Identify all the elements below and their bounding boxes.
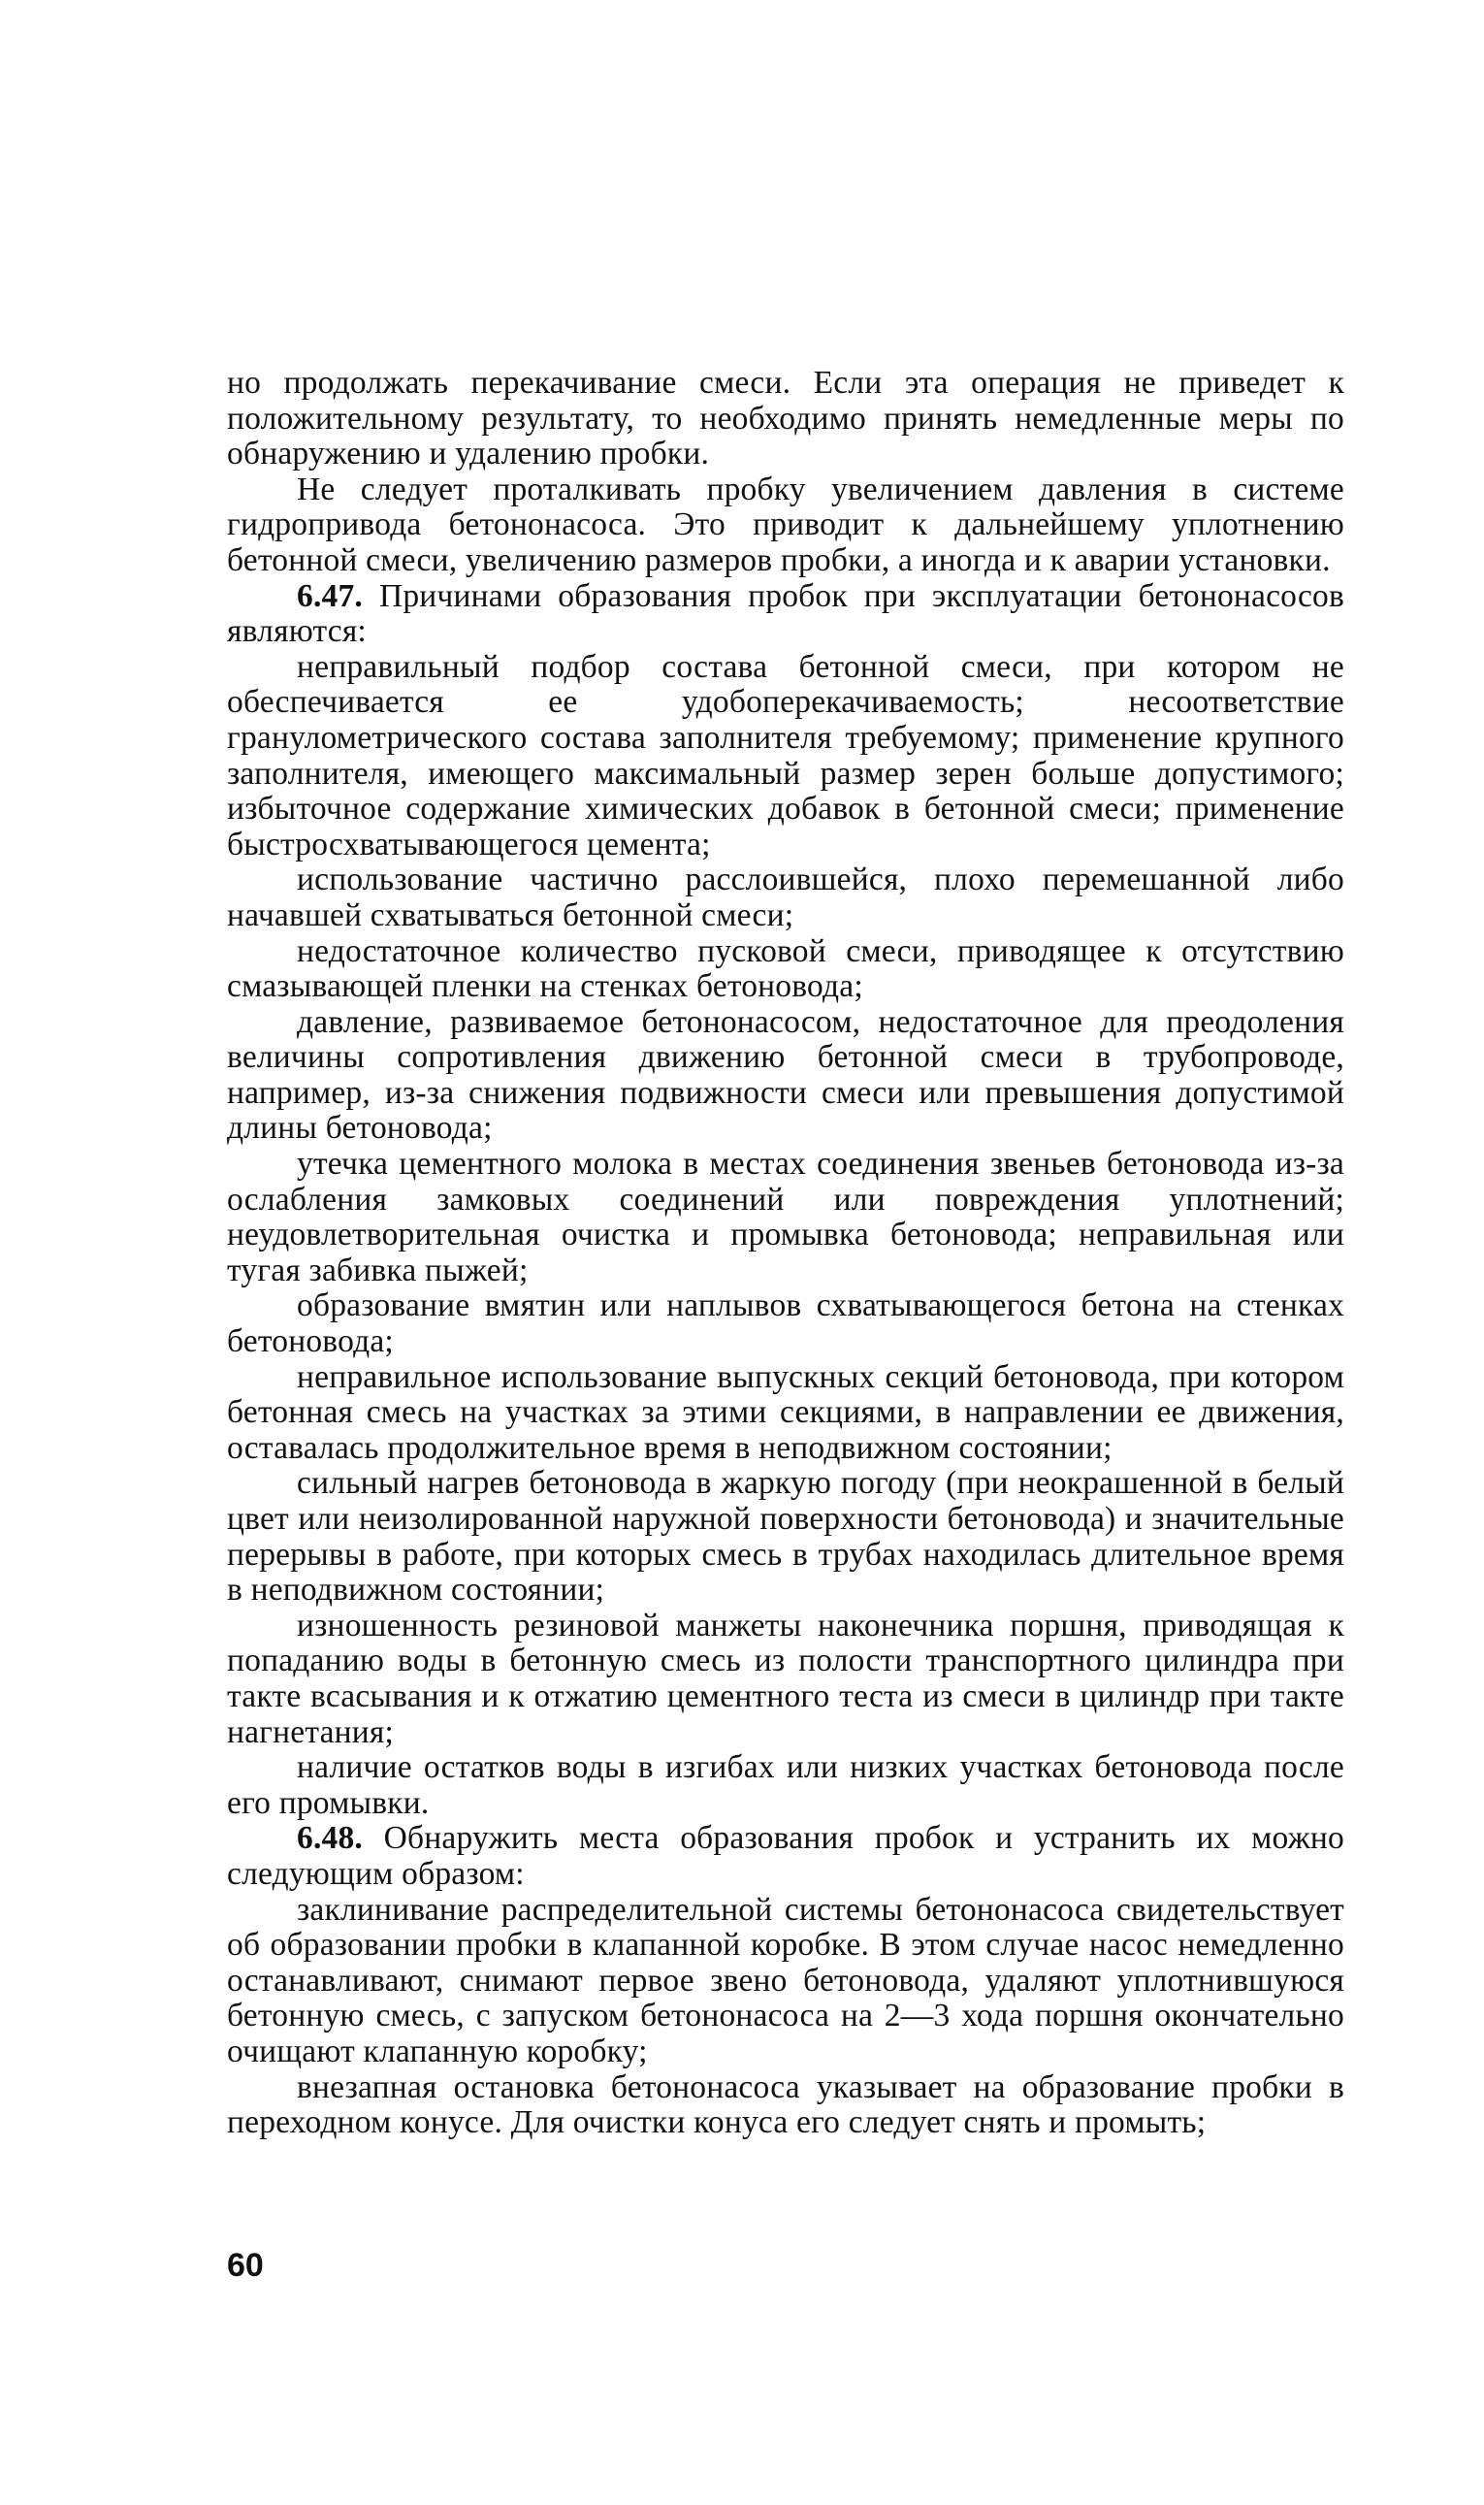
section-6-48	[227, 1821, 1344, 1892]
section-6-47	[227, 579, 1344, 650]
paragraph-6: недостаточное количество пусковой смеси, приводящее к отсутствию смазывающей пленки на стенках бетоновода;	[227, 932, 1344, 1005]
page-number: 60	[227, 2247, 264, 2284]
paragraph-8: утечка цементного молока в местах соединения звеньев бетоновода из-за ослабления замковых соединений или повреждения уплотнений; неудовлетворительная очистка и промывка бетоновода; неправильная или тугая забивка пыжей;	[227, 1146, 1344, 1288]
paragraph-2: Не следует проталкивать пробку увеличением давления в системе гидропривода бетононасоса. Это приводит к дальнейшему уплотнению бетонной смеси, увеличению размеров пробки, а иногда и к аварии установки.	[227, 471, 1344, 578]
paragraph-7: давление, развиваемое бетононасосом, недостаточное для преодоления величины сопротивления движению бетонной смеси в трубопроводе, например, из-за снижения подвижности смеси или превышения допустимой длины бетоновода;	[227, 1003, 1344, 1147]
paragraph-4: неправильный подбор состава бетонной смеси, при котором не обеспечивается ее удобоперекачиваемость; несоответствие гранулометрического состава заполнителя требуемому; применение крупного заполнителя, имеющего максимальный размер зерен больше допустимого; избыточное содержание химических добавок в бетонной смеси; применение быстросхватывающегося цемента;	[227, 648, 1344, 862]
paragraph-1: но продолжать перекачивание смеси. Если эта операция не приведет к положительному результату, то необходимо принять немедленные меры по обнаружению и удалению пробки.	[227, 365, 1344, 472]
page-text	[227, 366, 1344, 2141]
paragraph-5: использование частично расслоившейся, плохо перемешанной либо начавшей схватываться бетонной смеси;	[227, 862, 1344, 933]
paragraph-15: заклинивание распределительной системы бетононасоса свидетельствует об образовании пробки в клапанной коробке. В этом случае насос немедленно останавливают, снимают первое звено бетоновода, удаляют уплотнившуюся бетонную смесь, с запуском бетононасоса на 2—3 хода поршня окончательно очищают клапанную коробку;	[227, 1891, 1344, 2069]
paragraph-12: изношенность резиновой манжеты наконечника поршня, приводящая к попаданию воды в бетонную смесь из полости транспортного цилиндра при такте всасывания и к отжатию цементного теста из смеси в цилиндр при такте нагнетания;	[227, 1607, 1344, 1750]
paragraph-11: сильный нагрев бетоновода в жаркую погоду (при неокрашенной в белый цвет или неизолированной наружной поверхности бетоновода) и значительные перерывы в работе, при которых смесь в трубах находилась длительное время в неподвижном состоянии;	[227, 1465, 1344, 1609]
paragraph-16: внезапная остановка бетононасоса указывает на образование пробки в переходном конусе. Для очистки конуса его следует снять и промыть;	[227, 2068, 1344, 2141]
section-text-6-47: Причинами образования пробок при эксплуатации бетононасосов являются:	[227, 577, 1345, 650]
paragraph-9: образование вмятин или наплывов схватывающегося бетона на стенках бетоновода;	[227, 1287, 1344, 1360]
section-number-6-48: 6.48.	[297, 1820, 363, 1857]
paragraph-10: неправильное использование выпускных секций бетоновода, при котором бетонная смесь на участках за этими секциями, в направлении ее движения, оставалась продолжительное время в неподвижном состоянии;	[227, 1358, 1344, 1466]
paragraph-13: наличие остатков воды в изгибах или низких участках бетоновода после его промывки.	[227, 1749, 1344, 1821]
section-text-6-48: Обнаружить места образования пробок и устранить их можно следующим образом:	[227, 1820, 1345, 1892]
section-number-6-47: 6.47.	[297, 577, 363, 614]
